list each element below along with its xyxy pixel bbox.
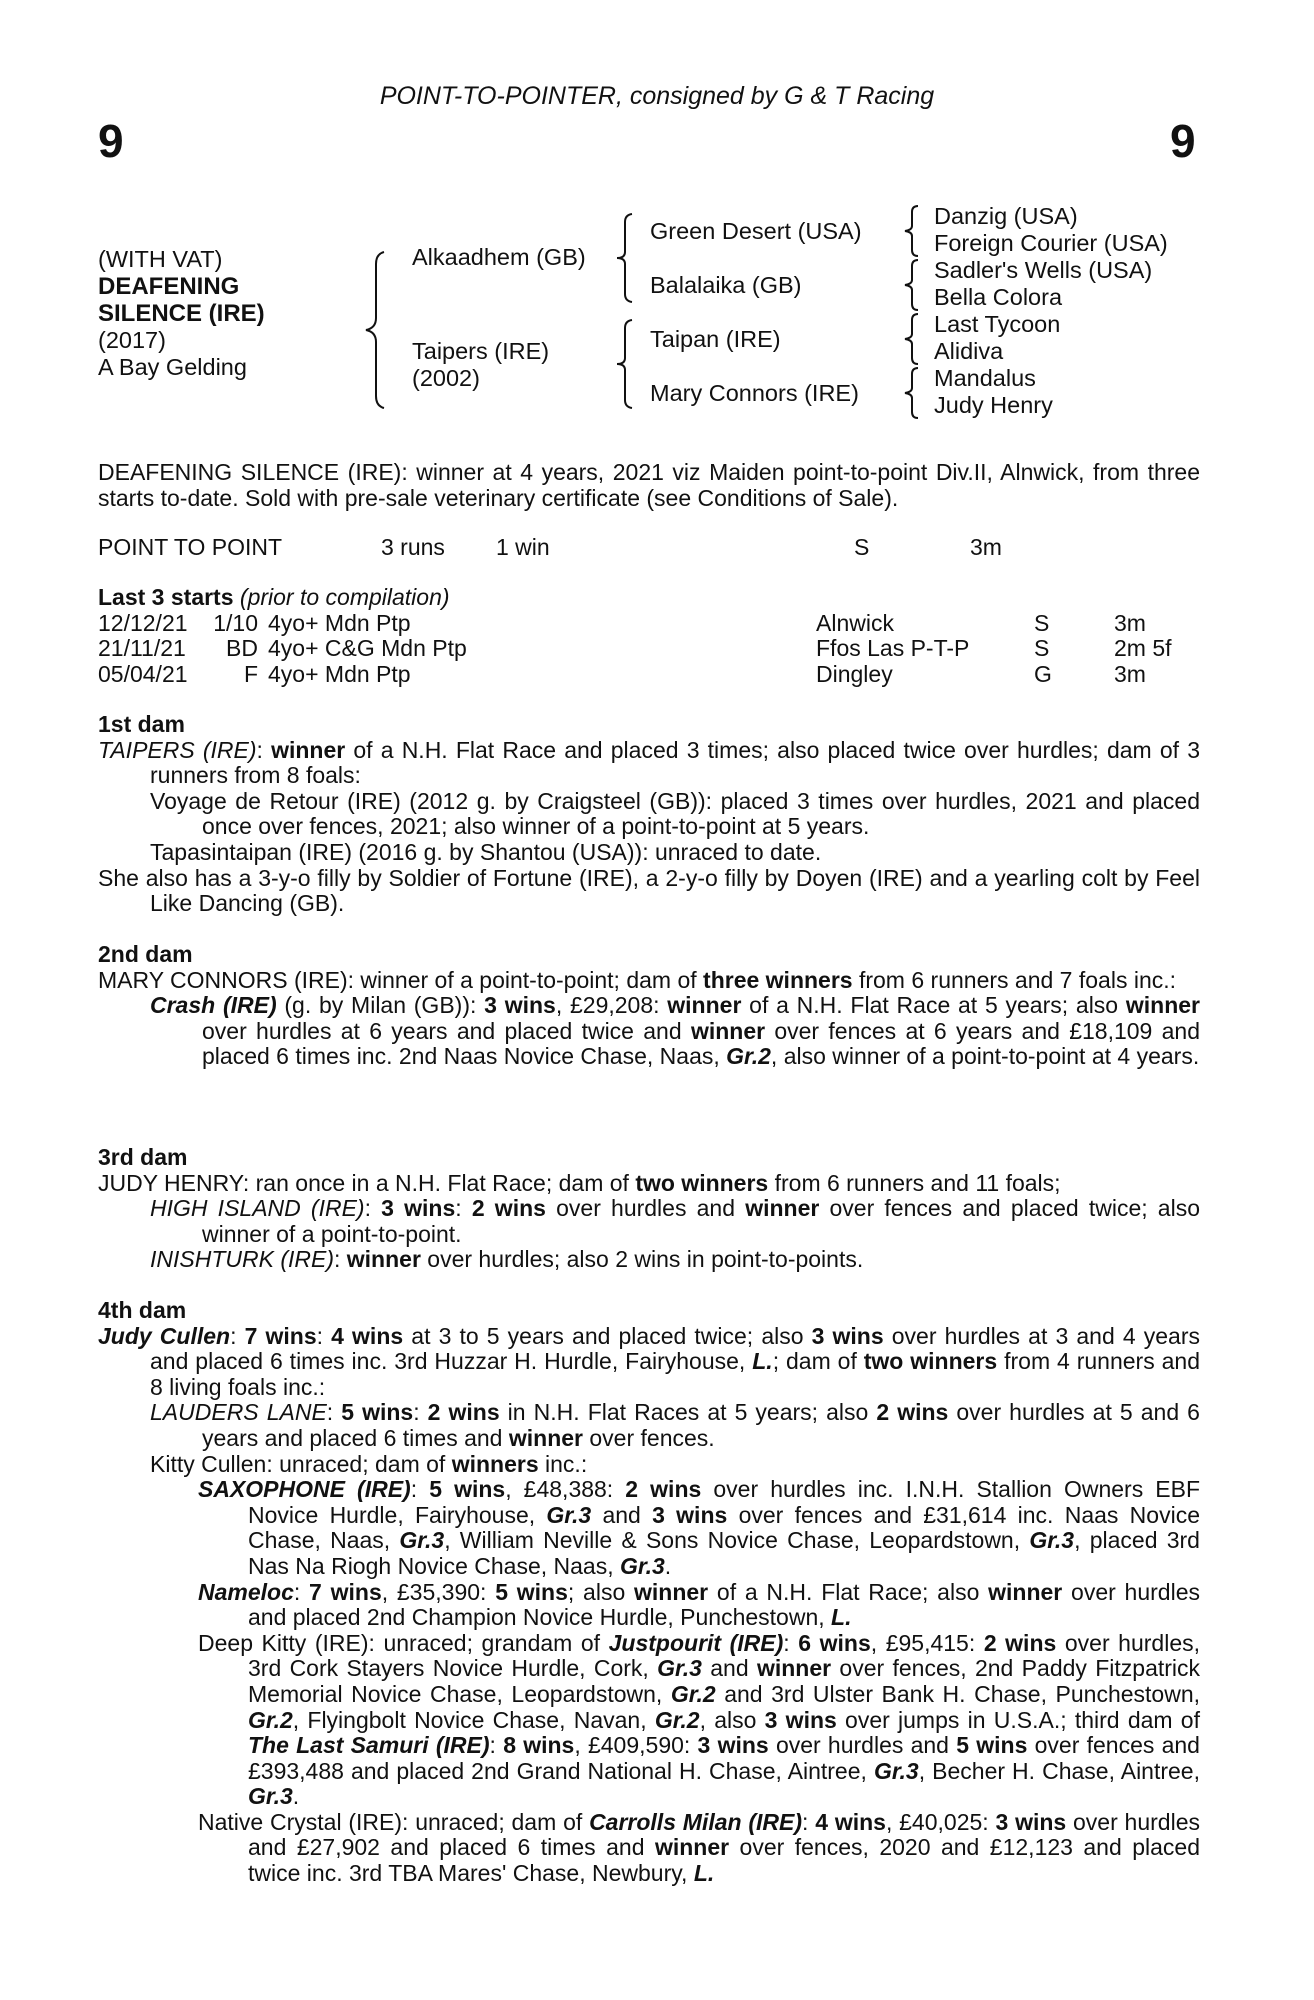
start-position: 1/10: [213, 609, 258, 636]
grandprogeny-entry: Deep Kitty (IRE): unraced; grandam of Justpourit (IRE): 6 wins, £95,415: 2 wins over hurdles, 3rd Cork Stayers Novice Hurdle, Cork, Gr.3 and winner over fences, 2nd Paddy Fitzpatrick Memorial Novice Chase, Leopardstown, Gr.2 and 3rd Ulster Bank H. Chase, Punchestown, Gr.2, Flyingbolt Novice Chase, Navan, Gr.2, also 3 wins over jumps in U.S.A.; third dam of The Last Samuri (IRE): 8 wins, £409,590: 3 wins over hurdles and 5 wins over fences and £393,488 and placed 2nd Grand National H. Chase, Aintree, Gr.3, Becher H. Chase, Aintree, Gr.3.: [198, 1629, 1201, 1810]
start-row: [98, 636, 1200, 662]
section-title: 1st dam: [98, 711, 185, 737]
dam-entry: TAIPERS (IRE): winner of a N.H. Flat Race and placed 3 times; also placed twice over hurdles; dam of 3 runners from 8 foals:: [98, 736, 1200, 789]
section-2nd-dam: [98, 942, 1200, 1070]
start-position: BD: [226, 635, 258, 662]
start-going: S: [1034, 635, 1050, 662]
start-going: G: [1034, 660, 1052, 687]
start-course: Alnwick: [816, 609, 894, 636]
dam-entry: MARY CONNORS (IRE): winner of a point-to-point; dam of three winners from 6 runners and 7 foals inc.:: [98, 966, 1177, 993]
pedigree-brace-gen1: [360, 250, 390, 410]
record-wins: 1 win: [496, 534, 550, 560]
start-course: Dingley: [816, 660, 893, 687]
progeny-entry: HIGH ISLAND (IRE): 3 wins: 2 wins over hurdles and winner over fences and placed twice; also winner of a point-to-point.: [150, 1195, 1200, 1247]
progeny-name: LAUDERS LANE: [150, 1399, 327, 1426]
last-starts-title: Last 3 starts: [98, 584, 234, 610]
pedigree-dam-sire: Taipan (IRE): [650, 326, 781, 352]
section-title: 3rd dam: [98, 1144, 188, 1170]
foal-entry: Voyage de Retour (IRE) (2012 g. by Craigsteel (GB)): placed 3 times over hurdles, 2021 and placed once over fences, 2021; also winner of a point-to-point at 5 years.: [150, 787, 1200, 840]
progeny-name: Justpourit (IRE): [608, 1629, 784, 1656]
dam-entry: JUDY HENRY: ran once in a N.H. Flat Race; dam of two winners from 6 runners and 11 foals;: [98, 1169, 1061, 1196]
record-going: S: [854, 534, 870, 560]
lot-number-right: 9: [1170, 115, 1196, 167]
last-starts-subtitle: (prior to compilation): [239, 584, 450, 610]
progeny-entry: Crash (IRE) (g. by Milan (GB)): 3 wins, £29,208: winner of a N.H. Flat Race at 5 years; also winner over hurdles at 6 years and placed twice and winner over fences at 6 years and £18,109 and placed 6 times inc. 2nd Naas Novice Chase, Naas, Gr.2, also winner of a point-to-point at 4 years.: [150, 992, 1200, 1070]
pedigree-dam-dam: Mary Connors (IRE): [650, 380, 859, 406]
start-distance: 3m: [1114, 660, 1146, 687]
start-race: 4yo+ C&G Mdn Ptp: [268, 635, 467, 662]
pedigree-brace-dam: [612, 318, 636, 410]
race-record: [98, 535, 1200, 561]
section-4th-dam: [98, 1298, 1200, 1887]
foal-entry: Tapasintaipan (IRE) (2016 g. by Shantou (USA)): unraced to date.: [150, 838, 822, 865]
record-label: POINT TO POINT: [98, 534, 283, 560]
progeny-name: SAXOPHONE (IRE): [198, 1476, 411, 1503]
progeny-entry: Kitty Cullen: unraced; dam of winners inc.:: [150, 1450, 588, 1477]
start-row: [98, 662, 1200, 688]
grandprogeny-entry: Native Crystal (IRE): unraced; dam of Carrolls Milan (IRE): 4 wins, £40,025: 3 wins over hurdles and £27,902 and placed 6 times and winner over fences, 2020 and £12,123 and placed twice inc. 3rd TBA Mares' Chase, Newbury, L.: [198, 1808, 1200, 1887]
horse-identity: [98, 246, 265, 381]
start-date: 05/04/21: [98, 660, 188, 687]
progeny-name: Carrolls Milan (IRE): [589, 1808, 803, 1835]
start-going: S: [1034, 609, 1050, 636]
progeny-name: Crash (IRE): [150, 992, 277, 1019]
start-distance: 2m 5f: [1114, 635, 1172, 662]
foal-year: (2017): [98, 327, 166, 353]
record-distance: 3m: [970, 534, 1002, 560]
summary-horse-name: DEAFENING SILENCE (IRE): [98, 459, 402, 485]
pedigree-gen3-item: Sadler's Wells (USA): [934, 257, 1153, 283]
pedigree-sire: Alkaadhem (GB): [412, 244, 586, 270]
section-title: 2nd dam: [98, 941, 193, 967]
progeny-entry: INISHTURK (IRE): winner over hurdles; also 2 wins in point-to-points.: [150, 1246, 864, 1273]
start-race: 4yo+ Mdn Ptp: [268, 660, 411, 687]
pedigree-sire-sire: Green Desert (USA): [650, 218, 862, 244]
progeny-name: INISHTURK (IRE): [150, 1246, 334, 1273]
progeny-name: The Last Samuri (IRE): [248, 1732, 490, 1759]
start-date: 21/11/21: [98, 635, 186, 662]
pedigree-dam: Taipers (IRE): [412, 338, 550, 364]
horse-name-line2: SILENCE (IRE): [98, 300, 265, 327]
dam-name: TAIPERS (IRE): [98, 736, 257, 763]
section-title: 4th dam: [98, 1297, 187, 1323]
dam-name: Judy Cullen: [98, 1322, 231, 1349]
start-race: 4yo+ Mdn Ptp: [268, 609, 411, 636]
start-position: F: [243, 660, 258, 687]
pedigree-gen3-item: Bella Colora: [934, 284, 1063, 310]
pedigree-brace-g3-4: [900, 366, 922, 420]
grandprogeny-entry: Nameloc: 7 wins, £35,390: 5 wins; also winner of a N.H. Flat Race; also winner over hurdles and placed 2nd Champion Novice Hurdle, Punchestown, L.: [198, 1578, 1200, 1631]
pedigree-brace-g3-3: [900, 312, 922, 366]
progeny-name: HIGH ISLAND (IRE): [150, 1195, 365, 1222]
summary-paragraph: [98, 460, 1200, 511]
pedigree-brace-sire: [612, 212, 636, 304]
progeny-entry: LAUDERS LANE: 5 wins: 2 wins in N.H. Flat Races at 5 years; also 2 wins over hurdles at 5 and 6 years and placed 6 times and winner over fences.: [150, 1399, 1200, 1451]
start-distance: 3m: [1114, 609, 1146, 636]
grandprogeny-entry: SAXOPHONE (IRE): 5 wins, £48,388: 2 wins over hurdles inc. I.N.H. Stallion Owners EBF Novice Hurdle, Fairyhouse, Gr.3 and 3 wins over fences and £31,614 inc. Naas Novice Chase, Naas, Gr.3, William Neville & Sons Novice Chase, Leopardstown, Gr.3, placed 3rd Nas Na Riogh Novice Chase, Naas, Gr.3.: [198, 1476, 1201, 1579]
record-runs: 3 runs: [381, 534, 445, 560]
pedigree-gen3-item: Judy Henry: [934, 392, 1053, 418]
horse-description: A Bay Gelding: [98, 354, 247, 380]
start-date: 12/12/21: [98, 609, 188, 636]
also-note: She also has a 3-y-o filly by Soldier of Fortune (IRE), a 2-y-o filly by Doyen (IRE) and a yearling colt by Feel Like Dancing (GB).: [98, 864, 1200, 917]
section-1st-dam: [98, 712, 1200, 917]
pedigree-brace-g3-2: [900, 258, 922, 312]
page-header: POINT-TO-POINTER, consigned by G & T Racing: [379, 82, 935, 110]
dam-entry: Judy Cullen: 7 wins: 4 wins at 3 to 5 years and placed twice; also 3 wins over hurdles at 3 and 4 years and placed 6 times inc. 3rd Huzzar H. Hurdle, Fairyhouse, L.; dam of two winners from 4 runners and 8 living foals inc.:: [98, 1322, 1201, 1400]
pedigree-gen3-item: Mandalus: [934, 365, 1036, 391]
summary-text: : winner at 4 years, 2021 viz Maiden point-to-point Div.II, Alnwick, from three starts to-date. Sold with pre-sale veterinary certificate (see Conditions of Sale).: [98, 459, 1200, 511]
pedigree-gen3: [934, 203, 1168, 419]
pedigree-sire-dam: Balalaika (GB): [650, 272, 802, 298]
last-starts: [98, 585, 1200, 687]
pedigree-gen3-item: Danzig (USA): [934, 203, 1078, 229]
pedigree-brace-g3-1: [900, 204, 922, 258]
section-3rd-dam: [98, 1145, 1200, 1273]
horse-name-line1: DEAFENING: [98, 273, 240, 300]
start-row: [98, 611, 1200, 637]
pedigree-dam-year: (2002): [412, 365, 480, 391]
pedigree-gen3-item: Foreign Courier (USA): [934, 230, 1168, 256]
start-course: Ffos Las P-T-P: [816, 635, 970, 662]
pedigree-gen3-item: Alidiva: [934, 338, 1004, 364]
vat-status: (WITH VAT): [98, 246, 223, 272]
progeny-name: Nameloc: [198, 1578, 294, 1605]
pedigree-gen3-item: Last Tycoon: [934, 311, 1061, 337]
lot-number-left: 9: [98, 115, 124, 167]
